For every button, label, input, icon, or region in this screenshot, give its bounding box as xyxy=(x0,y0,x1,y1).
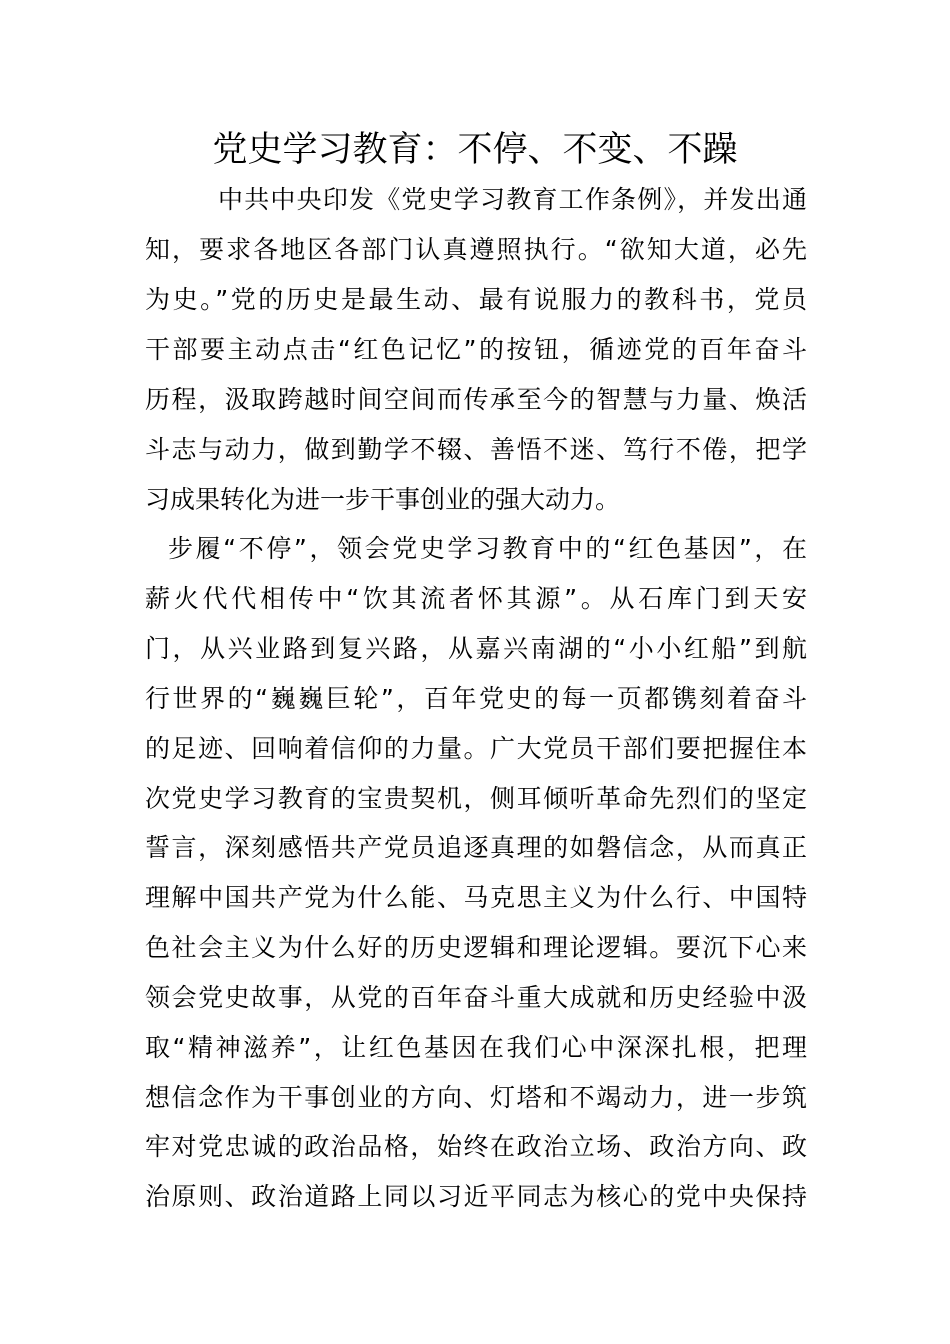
paragraph-line: 誓言，深刻感悟共产党员追逐真理的如磐信念，从而真正 xyxy=(145,833,807,862)
paragraph-line: 中共中央印发《党史学习教育工作条例》，并发出通 xyxy=(218,185,807,214)
document-title: 党史学习教育：不停、不变、不躁 xyxy=(212,130,738,170)
paragraph-line: 次党史学习教育的宝贵契机，侧耳倾听革命先烈们的坚定 xyxy=(145,784,807,813)
paragraph-line: 行世界的“巍巍巨轮”，百年党史的每一页都镌刻着奋斗 xyxy=(145,684,807,713)
paragraph-line: 习成果转化为进一步干事创业的强大动力。 xyxy=(145,485,621,514)
paragraph-line: 历程，汲取跨越时间空间而传承至今的智慧与力量、焕活 xyxy=(145,385,807,414)
paragraph-line: 为史。”党的历史是最生动、最有说服力的教科书，党员 xyxy=(145,285,807,314)
paragraph-line: 取“精神滋养”，让红色基因在我们心中深深扎根，把理 xyxy=(145,1033,807,1062)
paragraph-line: 想信念作为干事创业的方向、灯塔和不竭动力，进一步筑 xyxy=(145,1083,807,1112)
paragraph-line: 薪火代代相传中“饮其流者怀其源”。从石库门到天安 xyxy=(145,584,807,613)
paragraph-line: 治原则、政治道路上同以习近平同志为核心的党中央保持 xyxy=(145,1182,807,1211)
paragraph-line: 理解中国共产党为什么能、马克思主义为什么行、中国特 xyxy=(145,883,807,912)
paragraph-line: 知，要求各地区各部门认真遵照执行。“欲知大道，必先 xyxy=(145,235,807,264)
paragraph-line: 步履“不停”，领会党史学习教育中的“红色基因”，在 xyxy=(168,534,807,563)
paragraph-line: 斗志与动力，做到勤学不辍、善悟不迷、笃行不倦，把学 xyxy=(145,435,807,464)
paragraph-line: 门，从兴业路到复兴路，从嘉兴南湖的“小小红船”到航 xyxy=(145,634,807,663)
paragraph-line: 干部要主动点击“红色记忆”的按钮，循迹党的百年奋斗 xyxy=(145,335,807,364)
paragraph-line: 领会党史故事，从党的百年奋斗重大成就和历史经验中汲 xyxy=(145,983,807,1012)
paragraph-line: 色社会主义为什么好的历史逻辑和理论逻辑。要沉下心来 xyxy=(145,933,807,962)
paragraph-line: 牢对党忠诚的政治品格，始终在政治立场、政治方向、政 xyxy=(145,1132,807,1161)
paragraph-line: 的足迹、回响着信仰的力量。广大党员干部们要把握住本 xyxy=(145,734,807,763)
